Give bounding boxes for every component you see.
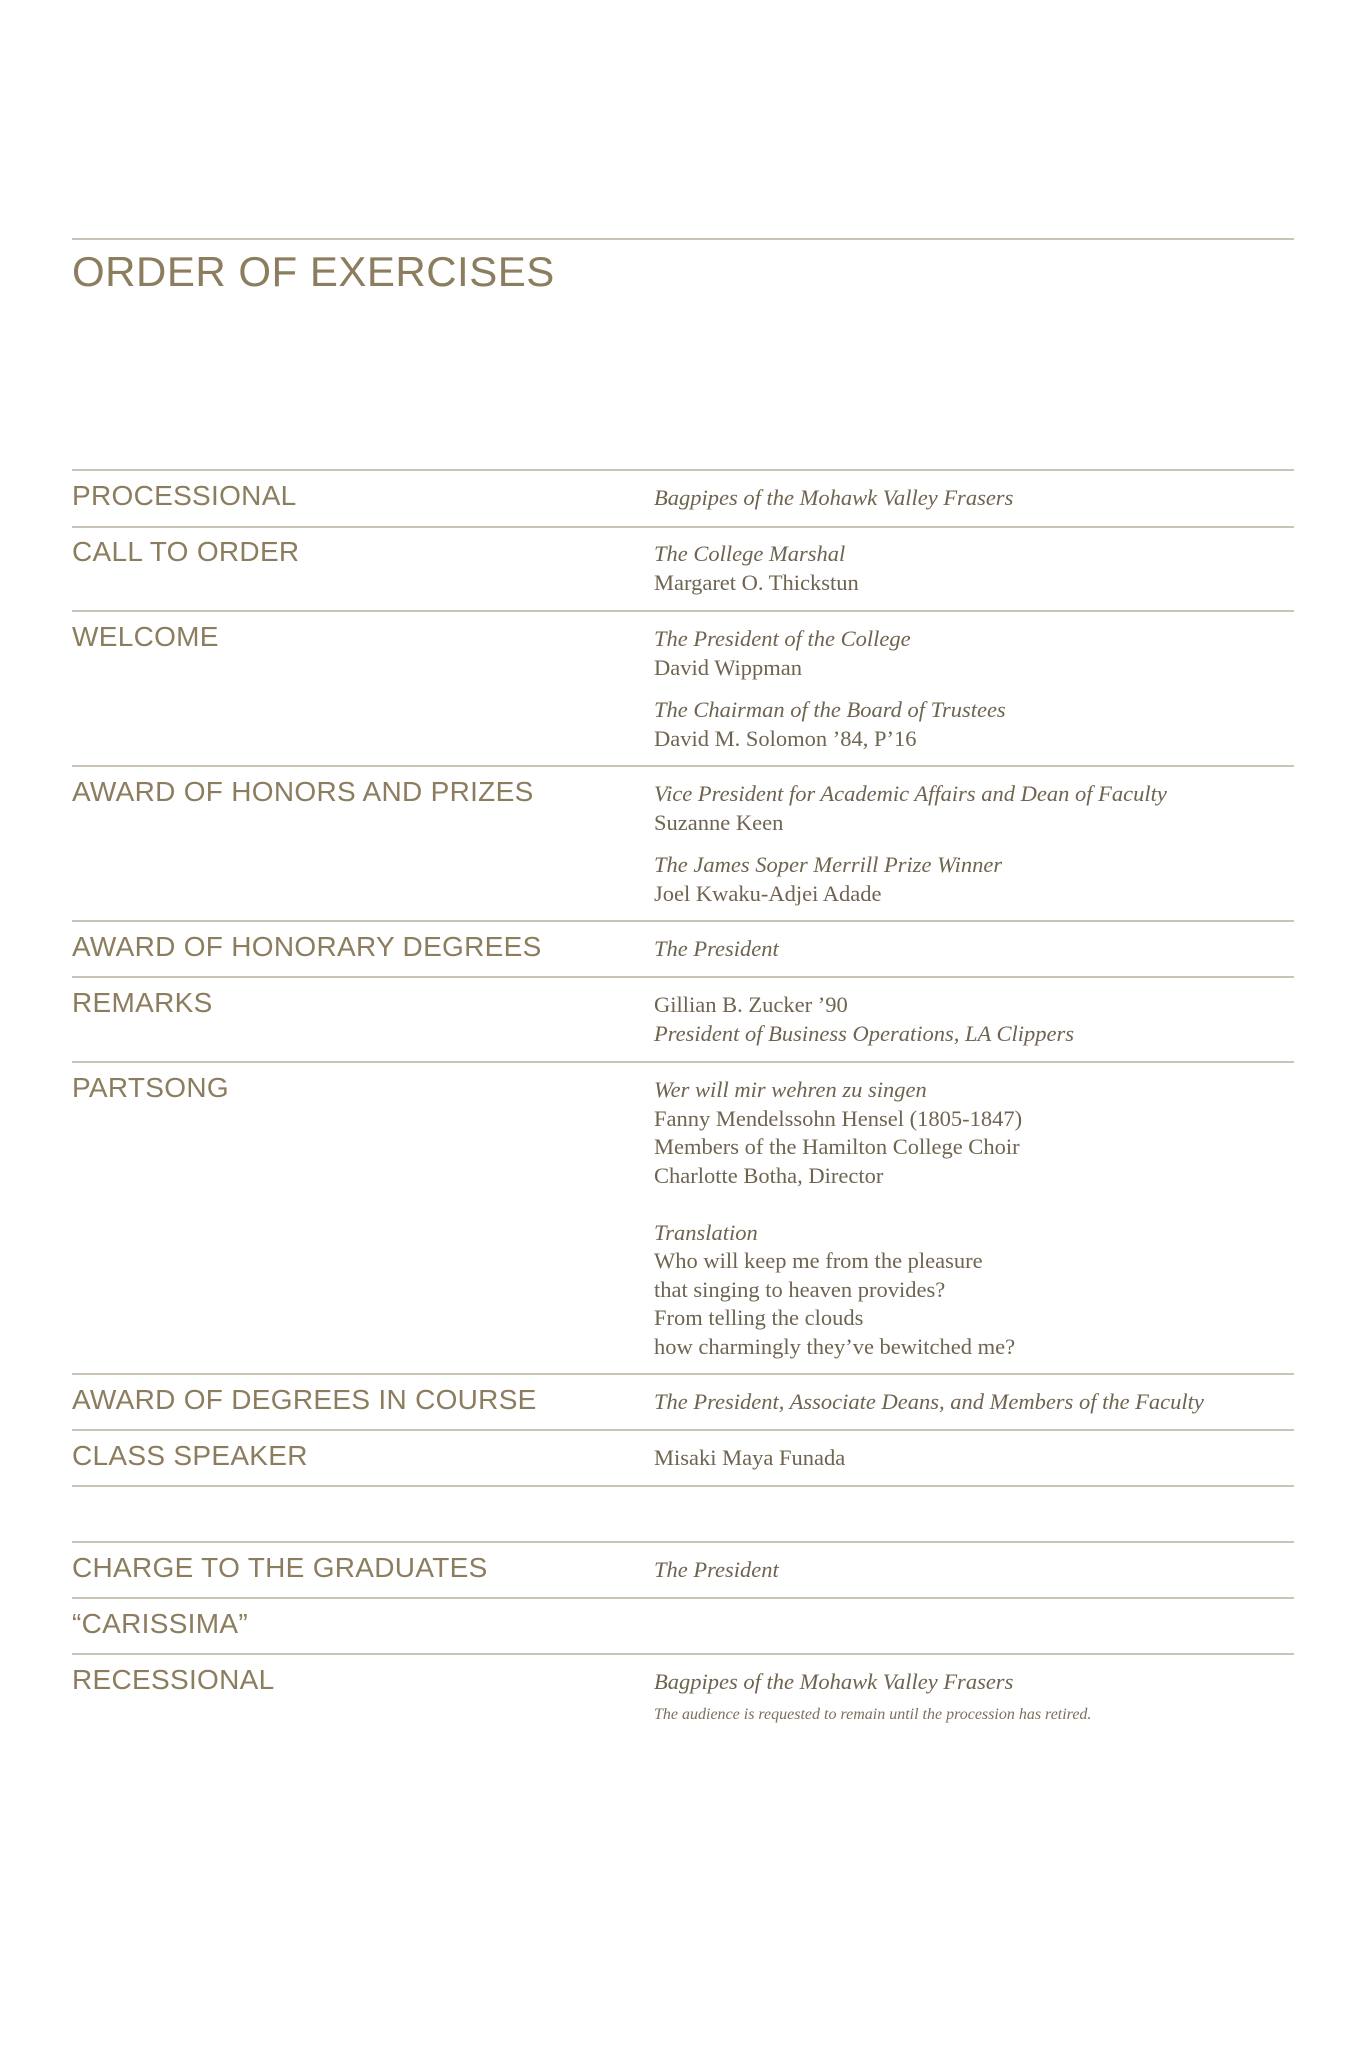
honorary-detail xyxy=(654,935,779,964)
welcome-detail xyxy=(654,625,1006,753)
welcome-role-chairman: The Chairman of the Board of Trustees xyxy=(654,697,1006,722)
row-divider xyxy=(72,1653,1294,1655)
welcome-name-president: David Wippman xyxy=(654,654,803,680)
remarks-name: Gillian B. Zucker ’90 xyxy=(654,992,848,1017)
partsong-detail xyxy=(654,1076,1022,1361)
partsong-director: Charlotte Botha, Director xyxy=(654,1162,884,1188)
recessional-label: RECESSIONAL xyxy=(72,1664,275,1695)
remarks-label: REMARKS xyxy=(72,987,213,1018)
honors-name-prize: Joel Kwaku-Adjei Adade xyxy=(654,880,882,906)
row-divider xyxy=(72,610,1294,612)
partsong-composer: Fanny Mendelssohn Hensel (1805-1847) xyxy=(654,1105,1023,1131)
row-divider xyxy=(72,469,1294,471)
honorary-role: The President xyxy=(654,936,779,961)
title-rule xyxy=(72,238,1294,240)
honors-detail xyxy=(654,780,1167,908)
page-title: ORDER OF EXERCISES xyxy=(72,248,555,295)
honors-name-dean: Suzanne Keen xyxy=(654,809,784,835)
welcome-role-president: The President of the College xyxy=(654,626,911,651)
row-divider xyxy=(72,1597,1294,1599)
partsong-ensemble: Members of the Hamilton College Choir xyxy=(654,1134,1020,1159)
call-to-order-label: CALL TO ORDER xyxy=(72,536,300,567)
row-divider xyxy=(72,765,1294,767)
charge-role: The President xyxy=(654,1557,779,1582)
carissima-label: “CARISSIMA” xyxy=(72,1608,248,1639)
degrees-role: The President, Associate Deans, and Members of the Faculty xyxy=(654,1389,1204,1414)
welcome-label: WELCOME xyxy=(72,621,219,652)
row-divider xyxy=(72,1485,1294,1487)
remarks-role: President of Business Operations, LA Clippers xyxy=(654,1020,1075,1046)
row-divider xyxy=(72,976,1294,978)
call-to-order-detail xyxy=(654,540,859,597)
charge-detail xyxy=(654,1556,779,1585)
class-speaker-label: CLASS SPEAKER xyxy=(72,1440,308,1471)
partsong-piece: Wer will mir wehren zu singen xyxy=(654,1077,927,1102)
class-speaker-detail xyxy=(654,1444,845,1473)
call-to-order-role: The College Marshal xyxy=(654,541,846,566)
translation-line: how charmingly they’ve bewitched me? xyxy=(654,1333,1016,1359)
honors-role-prize: The James Soper Merrill Prize Winner xyxy=(654,852,1003,877)
recessional-detail xyxy=(654,1668,1091,1729)
translation-line: From telling the clouds xyxy=(654,1305,864,1330)
honorary-label: AWARD OF HONORARY DEGREES xyxy=(72,931,542,962)
row-divider xyxy=(72,526,1294,528)
row-divider xyxy=(72,1373,1294,1375)
processional-label: PROCESSIONAL xyxy=(72,480,297,511)
row-divider xyxy=(72,920,1294,922)
recessional-performer: Bagpipes of the Mohawk Valley Frasers xyxy=(654,1669,1014,1694)
audience-note: The audience is requested to remain until the procession has retired. xyxy=(654,1705,1092,1723)
partsong-translation-label: Translation xyxy=(654,1219,758,1245)
call-to-order-name: Margaret O. Thickstun xyxy=(654,569,859,595)
processional-detail xyxy=(654,484,1013,513)
translation-line: that singing to heaven provides? xyxy=(654,1276,946,1302)
charge-label: CHARGE TO THE GRADUATES xyxy=(72,1552,488,1583)
welcome-name-chairman: David M. Solomon ’84, P’16 xyxy=(654,725,917,751)
row-divider xyxy=(72,1541,1294,1543)
processional-performer: Bagpipes of the Mohawk Valley Frasers xyxy=(654,485,1014,510)
class-speaker-name: Misaki Maya Funada xyxy=(654,1445,846,1470)
honors-label: AWARD OF HONORS AND PRIZES xyxy=(72,776,534,807)
translation-line: Who will keep me from the pleasure xyxy=(654,1248,983,1273)
partsong-label: PARTSONG xyxy=(72,1072,229,1103)
remarks-detail xyxy=(654,991,1074,1048)
degrees-detail xyxy=(654,1388,1204,1417)
row-divider xyxy=(72,1061,1294,1063)
row-divider xyxy=(72,1429,1294,1431)
honors-role-dean: Vice President for Academic Affairs and Dean of Faculty xyxy=(654,781,1167,806)
degrees-label: AWARD OF DEGREES IN COURSE xyxy=(72,1384,537,1415)
